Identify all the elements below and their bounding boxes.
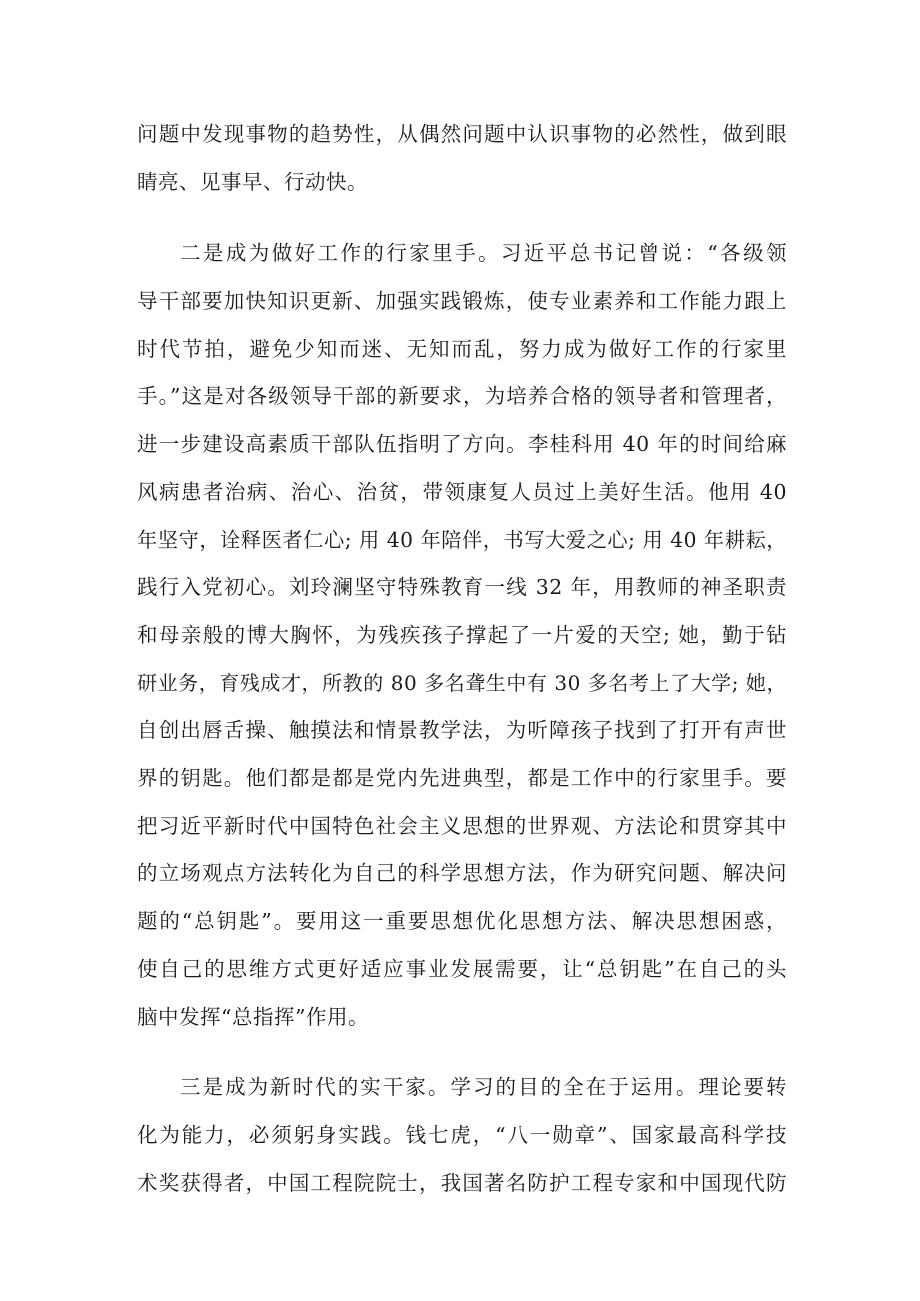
paragraph-2-line-15: 题的“总钥匙”。要用这一重要思想优化思想方法、解决思想困惑， (137, 909, 787, 933)
paragraph-3-line-3: 术奖获得者，中国工程院院士，我国著名防护工程专家和中国现代防 (137, 1171, 787, 1195)
paragraph-2-line-5: 进一步建设高素质干部队伍指明了方向。李桂科用 40 年的时间给麻 (137, 432, 787, 456)
paragraph-2-line-1: 二是成为做好工作的行家里手。习近平总书记曾说：“各级领 (180, 241, 787, 265)
paragraph-3-line-2: 化为能力，必须躬身实践。钱七虎，“八一勋章”、国家最高科学技 (137, 1123, 787, 1147)
paragraph-3-line-1: 三是成为新时代的实干家。学习的目的全在于运用。理论要转 (180, 1075, 787, 1099)
paragraph-2-line-16: 使自己的思维方式更好适应事业发展需要，让“总钥匙”在自己的头 (137, 957, 787, 981)
paragraph-2-line-6: 风病患者治病、治心、治贫，带领康复人员过上美好生活。他用 40 (137, 480, 787, 504)
paragraph-2-line-8: 践行入党初心。刘玲澜坚守特殊教育一线 32 年，用教师的神圣职责 (137, 575, 787, 599)
paragraph-2-line-14: 的立场观点方法转化为自己的科学思想方法，作为研究问题、解决问 (137, 861, 787, 885)
paragraph-2-line-17: 脑中发挥“总指挥”作用。 (137, 1005, 369, 1029)
paragraph-2-line-2: 导干部要加快知识更新、加强实践锻炼，使专业素养和工作能力跟上 (137, 289, 787, 313)
paragraph-2-line-11: 自创出唇舌操、触摸法和情景教学法，为听障孩子找到了打开有声世 (137, 718, 787, 742)
paragraph-1-line-2: 睛亮、见事早、行动快。 (137, 170, 368, 194)
paragraph-2-line-3: 时代节拍，避免少知而迷、无知而乱，努力成为做好工作的行家里 (137, 337, 787, 361)
paragraph-2-line-7: 年坚守，诠释医者仁心; 用 40 年陪伴，书写大爱之心; 用 40 年耕耘， (137, 528, 787, 552)
paragraph-1-line-1: 问题中发现事物的趋势性，从偶然问题中认识事物的必然性，做到眼 (137, 122, 787, 146)
paragraph-2-line-13: 把习近平新时代中国特色社会主义思想的世界观、方法论和贯穿其中 (137, 814, 787, 838)
paragraph-2-line-12: 界的钥匙。他们都是都是党内先进典型，都是工作中的行家里手。要 (137, 766, 787, 790)
paragraph-2-line-10: 研业务，育残成才，所教的 80 多名聋生中有 30 多名考上了大学; 她， (137, 671, 787, 695)
paragraph-2-line-9: 和母亲般的博大胸怀，为残疾孩子撑起了一片爱的天空; 她，勤于钻 (137, 623, 787, 647)
paragraph-2-line-4: 手。”这是对各级领导干部的新要求，为培养合格的领导者和管理者， (137, 384, 787, 408)
